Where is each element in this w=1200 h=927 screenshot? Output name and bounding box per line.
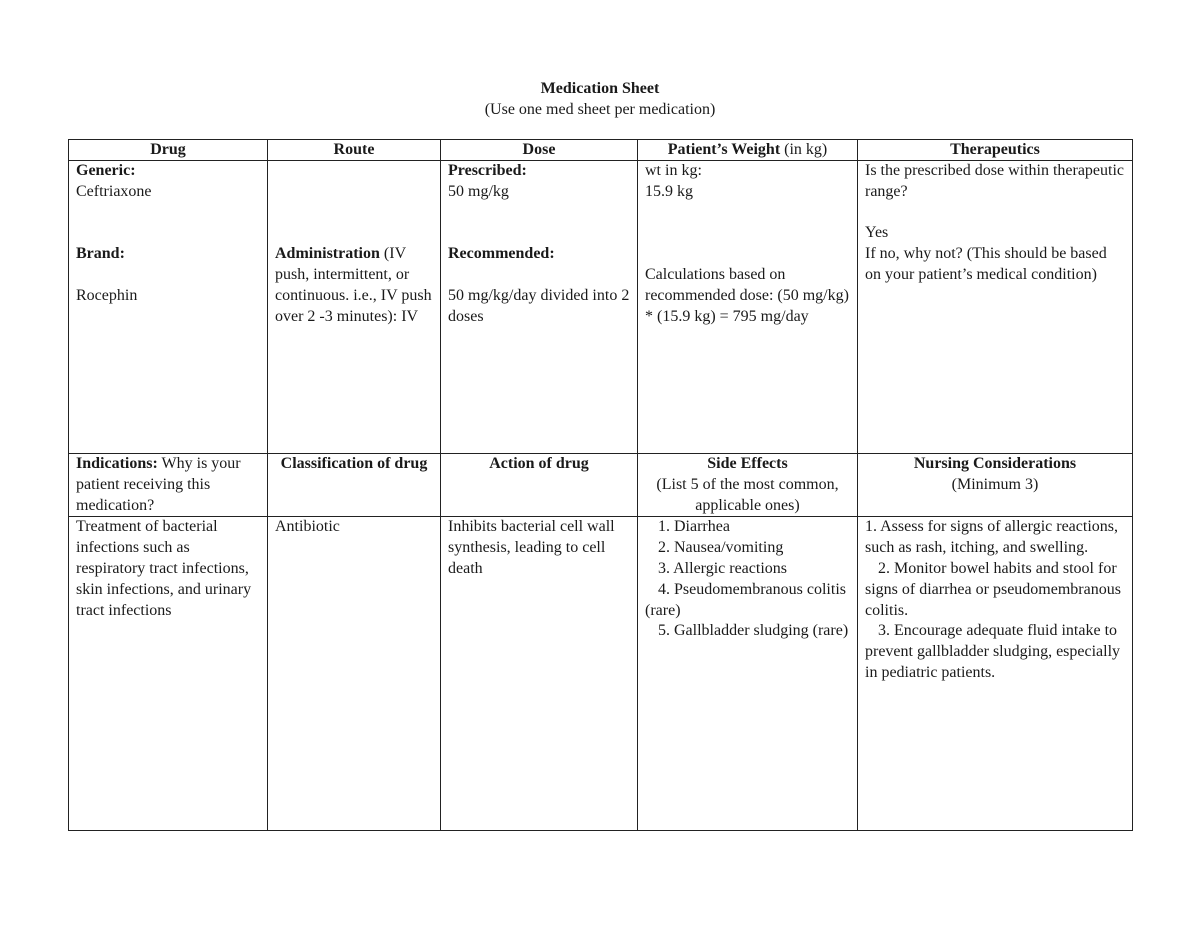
therapeutic-followup: If no, why not? (This should be based on your patient’s medical condition)	[865, 245, 1107, 283]
nursing-item: 1. Assess for signs of allergic reactions, such as rash, itching, and swelling.	[865, 518, 1118, 557]
therapeutics-cell	[858, 161, 1133, 454]
drug-info-row	[69, 161, 1133, 454]
nursing-item: 3. Encourage adequate fluid intake to prevent gallbladder sludging, especially in pediatric patients.	[865, 622, 1121, 681]
indications-label: Indications:	[76, 455, 158, 472]
col-header-drug: Drug	[69, 140, 268, 161]
side-effect-item: 4. Pseudomembranous colitis (rare)	[645, 580, 846, 619]
classification-header: Classification of drug	[268, 454, 441, 517]
nursing-note: (Minimum 3)	[951, 475, 1039, 493]
weight-label: wt in kg:	[645, 162, 702, 179]
recommended-value: 50 mg/kg/day divided into 2 doses	[448, 286, 630, 325]
nursing-item: 2. Monitor bowel habits and stool for signs of diarrhea or pseudomembranous colitis.	[865, 559, 1121, 619]
side-effects-title: Side Effects	[707, 455, 788, 472]
classification-cell: Antibiotic	[268, 517, 441, 831]
administration-text	[275, 244, 433, 327]
action-header: Action of drug	[441, 454, 638, 517]
dose-calculation: Calculations based on recommended dose: (50 mg/kg) * (15.9 kg) = 795 mg/day	[645, 265, 849, 325]
indications-question: Why is your patient receiving this medication?	[76, 455, 241, 514]
recommended-label: Recommended:	[448, 245, 555, 263]
action-cell: Inhibits bacterial cell wall synthesis, leading to cell death	[441, 517, 638, 831]
side-effect-item: 1. Diarrhea	[658, 518, 730, 536]
secondary-header-row	[69, 454, 1133, 517]
details-row	[69, 517, 1133, 831]
indications-cell: Treatment of bacterial infections such as respiratory tract infections, skin infections, and urinary tract infections	[69, 517, 268, 831]
side-effects-cell	[638, 517, 858, 831]
administration-detail: (IV push, intermittent, or continuous. i.e., IV push over 2 -3 minutes): IV	[275, 245, 432, 325]
side-effects-header	[638, 454, 858, 517]
col-header-dose: Dose	[441, 140, 638, 161]
prescribed-value: 50 mg/kg	[448, 182, 509, 200]
sheet-title: Medication Sheet	[540, 80, 660, 97]
weight-header-label: Patient’s Weight	[667, 141, 781, 158]
weight-header-unit: (in kg)	[784, 141, 828, 158]
therapeutic-answer: Yes	[865, 224, 889, 242]
side-effect-item: 5. Gallbladder sludging (rare)	[658, 622, 849, 640]
side-effects-note: (List 5 of the most common, applicable ones)	[656, 475, 839, 514]
side-effect-item: 2. Nausea/vomiting	[658, 539, 784, 557]
indications-header	[69, 454, 268, 517]
brand-label: Brand:	[76, 245, 125, 263]
weight-value: 15.9 kg	[645, 182, 693, 200]
generic-label: Generic:	[76, 162, 136, 179]
sheet-subtitle: (Use one med sheet per medication)	[484, 101, 716, 118]
drug-cell	[69, 161, 268, 454]
side-effect-item: 3. Allergic reactions	[658, 559, 787, 577]
prescribed-label: Prescribed:	[448, 162, 527, 179]
brand-value: Rocephin	[76, 286, 138, 304]
generic-value: Ceftriaxone	[76, 182, 152, 200]
column-header-row	[69, 140, 1133, 161]
therapeutic-question: Is the prescribed dose within therapeutic range?	[865, 162, 1125, 200]
nursing-cell	[858, 517, 1133, 831]
nursing-title: Nursing Considerations	[913, 455, 1077, 472]
nursing-header	[858, 454, 1133, 517]
sheet-header	[0, 78, 1200, 120]
dose-cell	[441, 161, 638, 454]
route-cell	[268, 161, 441, 454]
administration-label: Administration	[275, 245, 380, 263]
col-header-therapeutics: Therapeutics	[858, 140, 1133, 161]
weight-cell	[638, 161, 858, 454]
col-header-weight	[638, 140, 858, 161]
col-header-route: Route	[268, 140, 441, 161]
medication-table	[68, 139, 1133, 831]
